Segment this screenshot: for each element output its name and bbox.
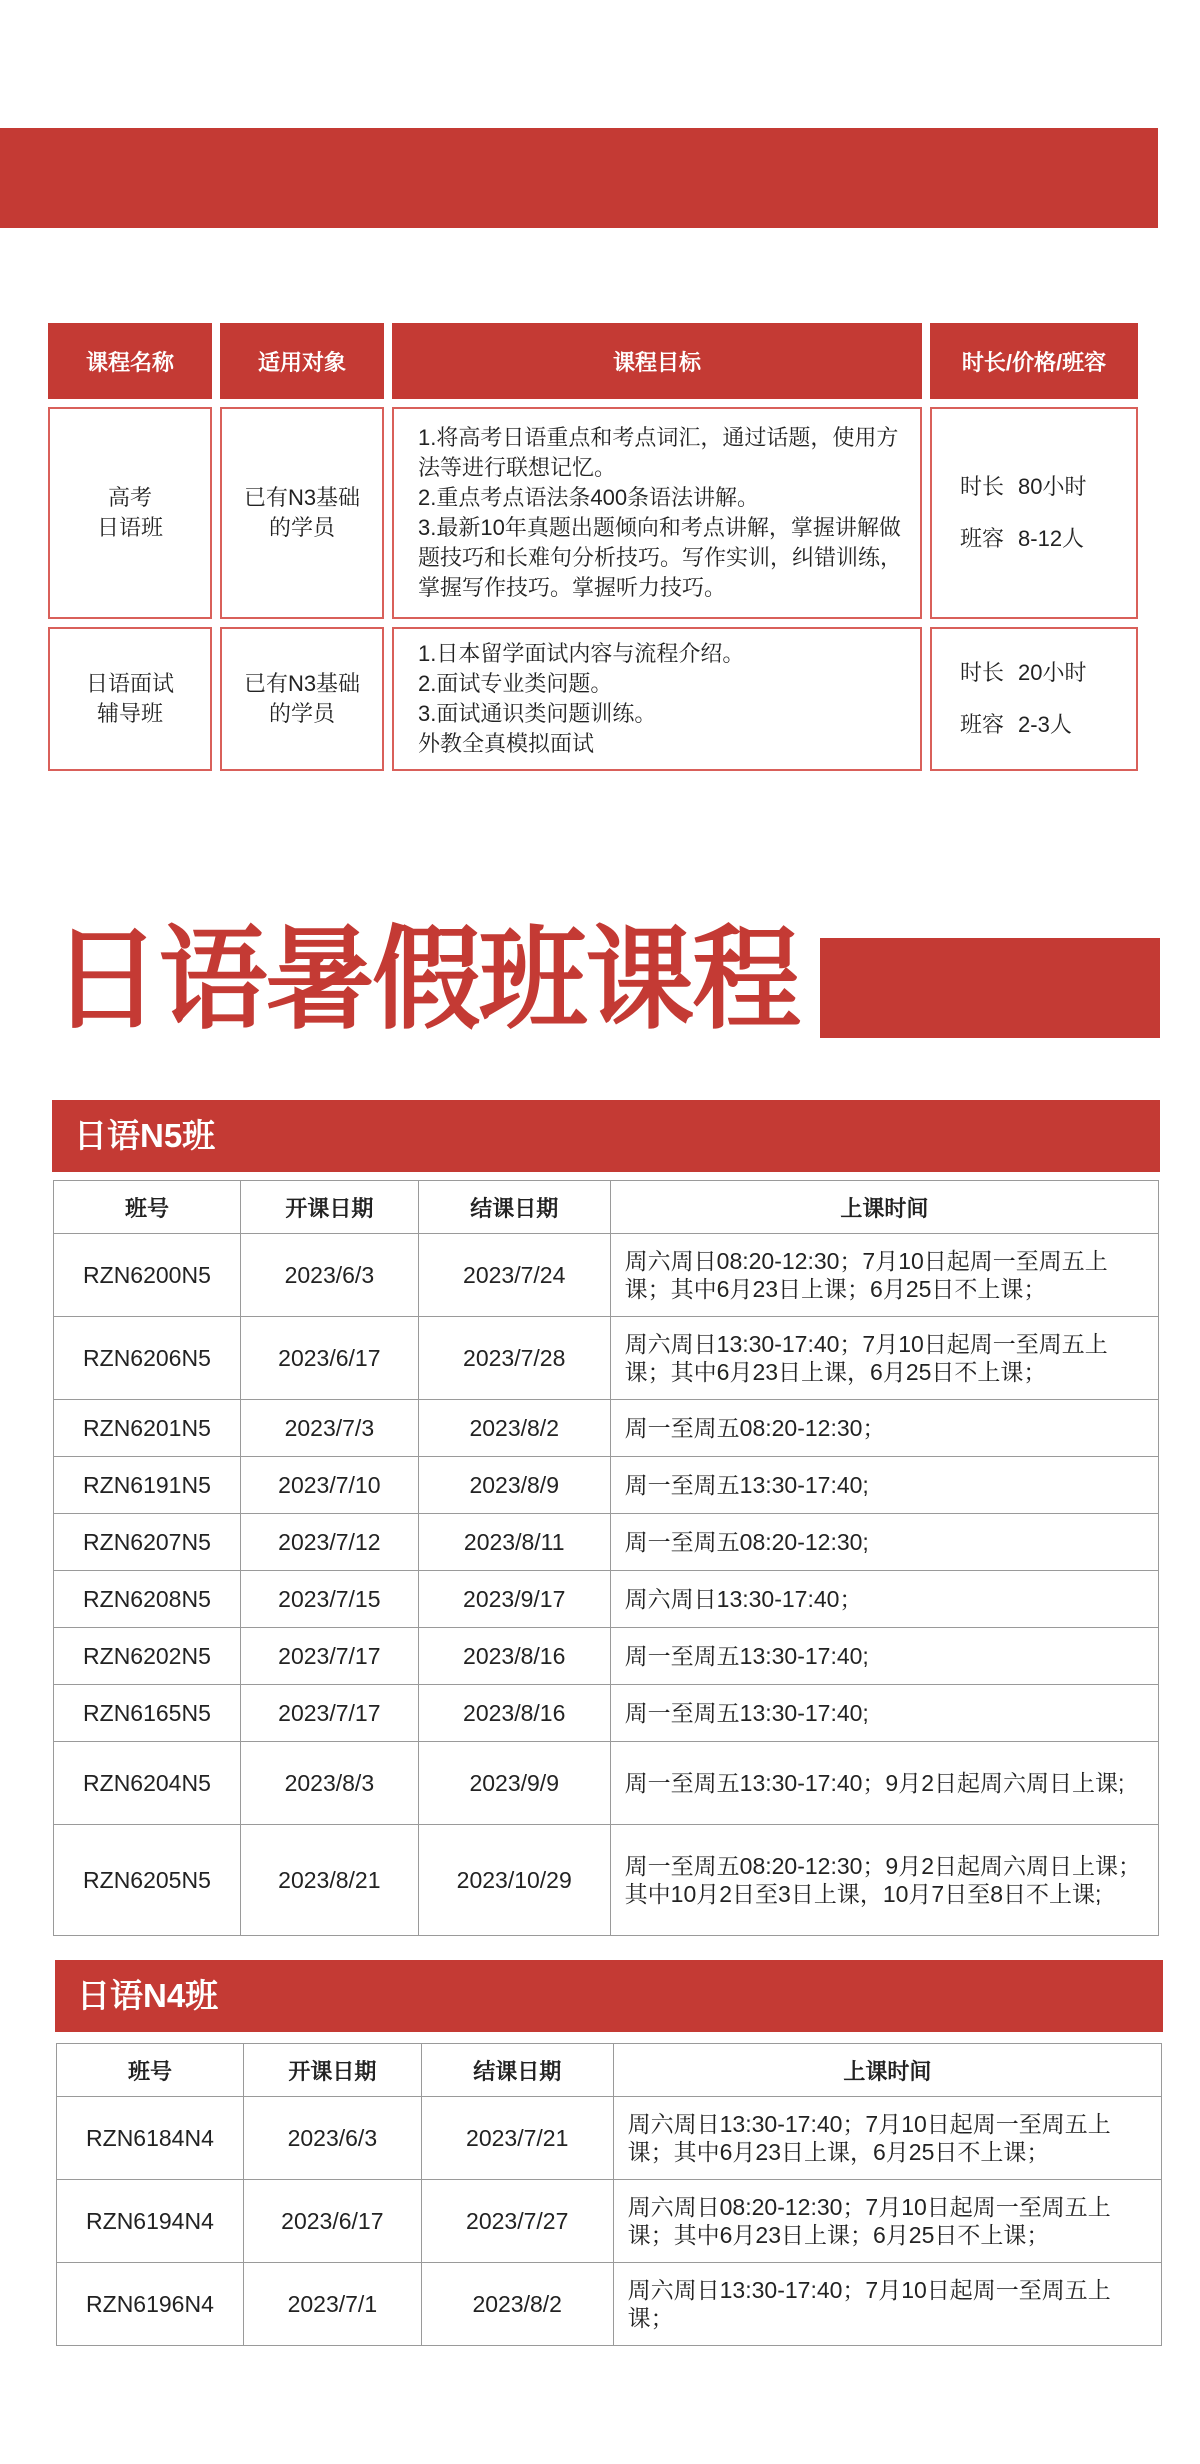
table-row xyxy=(54,1514,1159,1571)
class-time-cell: 周六周日13:30-17:40；7月10日起周一至周五上课；其中6月23日上课，6月25日不上课； xyxy=(610,1317,1158,1400)
start-date-cell: 2023/7/12 xyxy=(240,1514,418,1571)
table-row xyxy=(54,1628,1159,1685)
table-row xyxy=(54,1825,1159,1936)
end-date-cell: 2023/9/17 xyxy=(418,1571,610,1628)
end-date-cell: 2023/9/9 xyxy=(418,1742,610,1825)
class-time-cell: 周一至周五08:20-12:30; xyxy=(610,1514,1158,1571)
start-date-cell: 2023/7/1 xyxy=(243,2263,421,2346)
course-goals: 1.将高考日语重点和考点词汇，通过话题，使用方法等进行联想记忆。 2.重点考点语法条400条语法讲解。 3.最新10年真题出题倾向和考点讲解，掌握讲解做题技巧和长难句分析技巧。写作实训，纠错训练，掌握写作技巧。掌握听力技巧。 xyxy=(392,407,922,619)
header-class-time: 上课时间 xyxy=(610,1181,1158,1234)
header-meta: 时长/价格/班容 xyxy=(930,323,1138,399)
header-end-date: 结课日期 xyxy=(421,2044,613,2097)
table-row xyxy=(54,1457,1159,1514)
capacity-value: 8-12人 xyxy=(1018,526,1085,551)
class-id-cell: RZN6205N5 xyxy=(54,1825,241,1936)
end-date-cell: 2023/8/16 xyxy=(418,1628,610,1685)
end-date-cell: 2023/8/2 xyxy=(421,2263,613,2346)
start-date-cell: 2023/7/10 xyxy=(240,1457,418,1514)
end-date-cell: 2023/7/21 xyxy=(421,2097,613,2180)
n4-header-row xyxy=(57,2044,1162,2097)
course-row-interview xyxy=(48,627,1138,771)
start-date-cell: 2023/6/17 xyxy=(240,1317,418,1400)
class-time-cell: 周六周日08:20-12:30；7月10日起周一至周五上课；其中6月23日上课；6月25日不上课； xyxy=(610,1234,1158,1317)
class-id-cell: RZN6202N5 xyxy=(54,1628,241,1685)
header-course-name: 课程名称 xyxy=(48,323,212,399)
course-table-header-row xyxy=(48,323,1138,399)
table-row xyxy=(57,2097,1162,2180)
course-target: 已有N3基础 的学员 xyxy=(220,627,384,771)
table-row xyxy=(57,2180,1162,2263)
class-id-cell: RZN6200N5 xyxy=(54,1234,241,1317)
header-start-date: 开课日期 xyxy=(240,1181,418,1234)
end-date-cell: 2023/8/11 xyxy=(418,1514,610,1571)
class-id-cell: RZN6191N5 xyxy=(54,1457,241,1514)
course-row-gaokao xyxy=(48,407,1138,619)
class-time-cell: 周一至周五08:20-12:30；9月2日起周六周日上课；其中10月2日至3日上课，10月7日至8日不上课; xyxy=(610,1825,1158,1936)
table-row xyxy=(54,1400,1159,1457)
course-overview-table xyxy=(40,315,1146,779)
class-time-cell: 周六周日08:20-12:30；7月10日起周一至周五上课；其中6月23日上课；6月25日不上课； xyxy=(613,2180,1161,2263)
n5-header-row xyxy=(54,1181,1159,1234)
start-date-cell: 2023/7/15 xyxy=(240,1571,418,1628)
course-goals: 1.日本留学面试内容与流程介绍。 2.面试专业类问题。 3.面试通识类问题训练。 外教全真模拟面试 xyxy=(392,627,922,771)
capacity-label: 班容 xyxy=(960,526,1005,551)
table-row xyxy=(54,1742,1159,1825)
table-row xyxy=(54,1234,1159,1317)
n5-section-header: 日语N5班 xyxy=(52,1100,1160,1172)
end-date-cell: 2023/7/24 xyxy=(418,1234,610,1317)
header-start-date: 开课日期 xyxy=(243,2044,421,2097)
class-time-cell: 周一至周五08:20-12:30； xyxy=(610,1400,1158,1457)
class-time-cell: 周六周日13:30-17:40； xyxy=(610,1571,1158,1628)
course-name: 高考 日语班 xyxy=(48,407,212,619)
end-date-cell: 2023/10/29 xyxy=(418,1825,610,1936)
class-id-cell: RZN6184N4 xyxy=(57,2097,244,2180)
class-time-cell: 周一至周五13:30-17:40; xyxy=(610,1685,1158,1742)
header-class-time: 上课时间 xyxy=(613,2044,1161,2097)
duration-value: 20小时 xyxy=(1018,660,1087,685)
end-date-cell: 2023/8/2 xyxy=(418,1400,610,1457)
end-date-cell: 2023/7/28 xyxy=(418,1317,610,1400)
n4-schedule-table xyxy=(56,2043,1162,2346)
course-meta xyxy=(930,407,1138,619)
header-end-date: 结课日期 xyxy=(418,1181,610,1234)
n4-section-header: 日语N4班 xyxy=(55,1960,1163,2032)
start-date-cell: 2023/6/3 xyxy=(243,2097,421,2180)
title-accent-bar xyxy=(820,938,1160,1038)
header-class-id: 班号 xyxy=(57,2044,244,2097)
table-row xyxy=(57,2263,1162,2346)
capacity-label: 班容 xyxy=(960,712,1005,737)
table-row xyxy=(54,1685,1159,1742)
class-time-cell: 周一至周五13:30-17:40; xyxy=(610,1628,1158,1685)
course-meta xyxy=(930,627,1138,771)
class-time-cell: 周六周日13:30-17:40；7月10日起周一至周五上课；其中6月23日上课，6月25日不上课； xyxy=(613,2097,1161,2180)
class-id-cell: RZN6165N5 xyxy=(54,1685,241,1742)
class-id-cell: RZN6201N5 xyxy=(54,1400,241,1457)
course-name: 日语面试 辅导班 xyxy=(48,627,212,771)
top-banner-bar xyxy=(0,128,1158,228)
start-date-cell: 2023/7/17 xyxy=(240,1628,418,1685)
start-date-cell: 2023/8/3 xyxy=(240,1742,418,1825)
header-target: 适用对象 xyxy=(220,323,384,399)
end-date-cell: 2023/8/9 xyxy=(418,1457,610,1514)
n5-schedule-table xyxy=(53,1180,1159,1936)
class-time-cell: 周一至周五13:30-17:40; xyxy=(610,1457,1158,1514)
end-date-cell: 2023/8/16 xyxy=(418,1685,610,1742)
class-time-cell: 周一至周五13:30-17:40；9月2日起周六周日上课; xyxy=(610,1742,1158,1825)
start-date-cell: 2023/7/3 xyxy=(240,1400,418,1457)
class-id-cell: RZN6208N5 xyxy=(54,1571,241,1628)
class-id-cell: RZN6196N4 xyxy=(57,2263,244,2346)
class-id-cell: RZN6207N5 xyxy=(54,1514,241,1571)
start-date-cell: 2023/7/17 xyxy=(240,1685,418,1742)
start-date-cell: 2023/8/21 xyxy=(240,1825,418,1936)
start-date-cell: 2023/6/17 xyxy=(243,2180,421,2263)
class-id-cell: RZN6204N5 xyxy=(54,1742,241,1825)
table-row xyxy=(54,1317,1159,1400)
capacity-value: 2-3人 xyxy=(1018,712,1072,737)
summer-course-title: 日语暑假班课程 xyxy=(52,915,799,1045)
class-id-cell: RZN6206N5 xyxy=(54,1317,241,1400)
duration-label: 时长 xyxy=(960,474,1005,499)
table-row xyxy=(54,1571,1159,1628)
duration-label: 时长 xyxy=(960,660,1005,685)
header-class-id: 班号 xyxy=(54,1181,241,1234)
duration-value: 80小时 xyxy=(1018,474,1087,499)
end-date-cell: 2023/7/27 xyxy=(421,2180,613,2263)
class-id-cell: RZN6194N4 xyxy=(57,2180,244,2263)
course-target: 已有N3基础 的学员 xyxy=(220,407,384,619)
class-time-cell: 周六周日13:30-17:40；7月10日起周一至周五上课； xyxy=(613,2263,1161,2346)
start-date-cell: 2023/6/3 xyxy=(240,1234,418,1317)
header-goal: 课程目标 xyxy=(392,323,922,399)
